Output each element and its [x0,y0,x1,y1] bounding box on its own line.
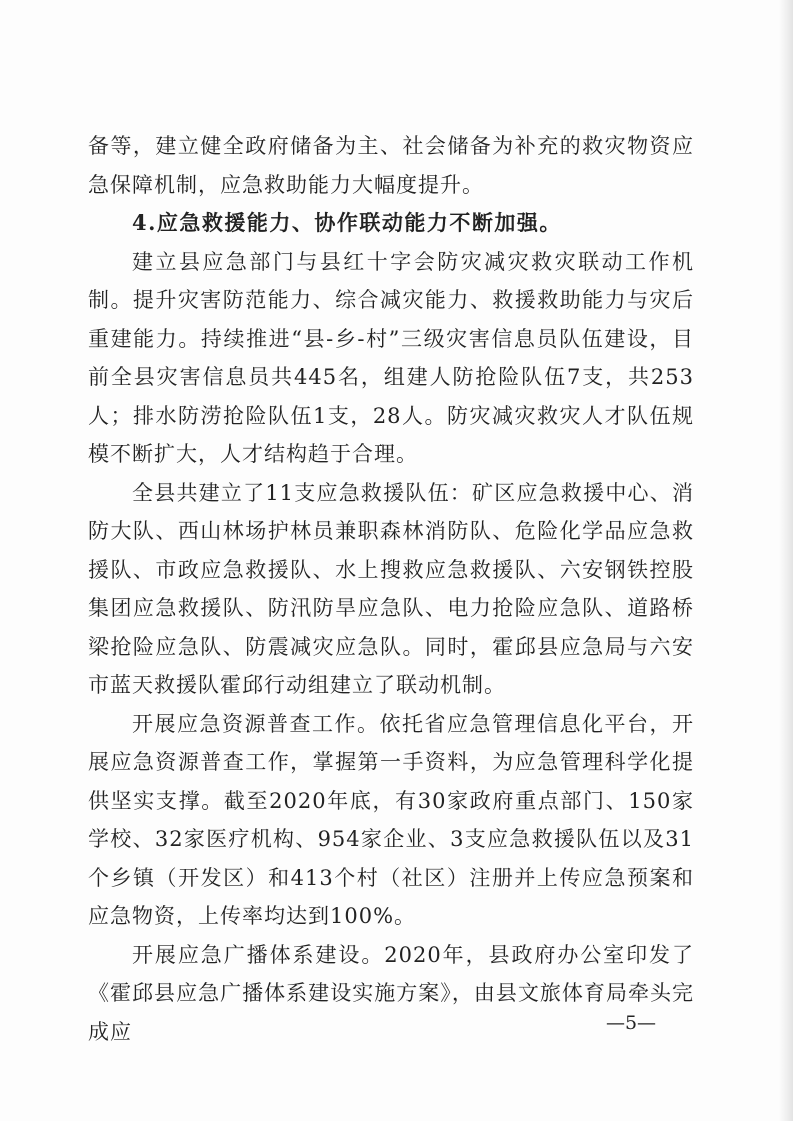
paragraph-linkage-mechanism: 建立县应急部门与县红十字会防灾减灾救灾联动工作机制。提升灾害防范能力、综合减灾能力、救援救助能力与灾后重建能力。持续推进“县-乡-村”三级灾害信息员队伍建设，目前全县灾害信息员共445名，组建人防抢险队伍7支，共253人；排水防涝抢险队伍1支，28人。防灾减灾救灾人才队伍规模不断扩大，人才结构趋于合理。 [88,249,694,466]
page-number: —5— [605,1012,657,1034]
paragraph-resource-survey: 开展应急资源普查工作。依托省应急管理信息化平台，开展应急资源普查工作，掌握第一手资料，为应急管理科学化提供坚实支撑。截至2020年底，有30家政府重点部门、150家学校、32家医疗机构、954家企业、3支应急救援队伍以及31个乡镇（开发区）和413个村（社区）注册并上传应急预案和应急物资，上传率均达到100%。 [88,711,694,928]
section-heading: 4.应急救援能力、协作联动能力不断加强。 [132,210,562,235]
document-body [88,127,694,1051]
paragraph-continuation: 备等，建立健全政府储备为主、社会储备为补充的救灾物资应急保障机制，应急救助能力大幅度提升。 [88,134,694,197]
paragraph-rescue-teams: 全县共建立了11支应急救援队伍：矿区应急救援中心、消防大队、西山林场护林员兼职森林消防队、危险化学品应急救援队、市政应急救援队、水上搜救应急救援队、六安钢铁控股集团应急救援队、防汛防旱应急队、电力抢险应急队、道路桥梁抢险应急队、防震减灾应急队。同时，霍邱县应急局与六安市蓝天救援队霍邱行动组建立了联动机制。 [88,480,694,697]
page-edge-shadow [779,0,793,1121]
paragraph-emergency-broadcast: 开展应急广播体系建设。2020年，县政府办公室印发了《霍邱县应急广播体系建设实施方案》，由县文旅体育局牵头完成应 [88,942,694,1044]
